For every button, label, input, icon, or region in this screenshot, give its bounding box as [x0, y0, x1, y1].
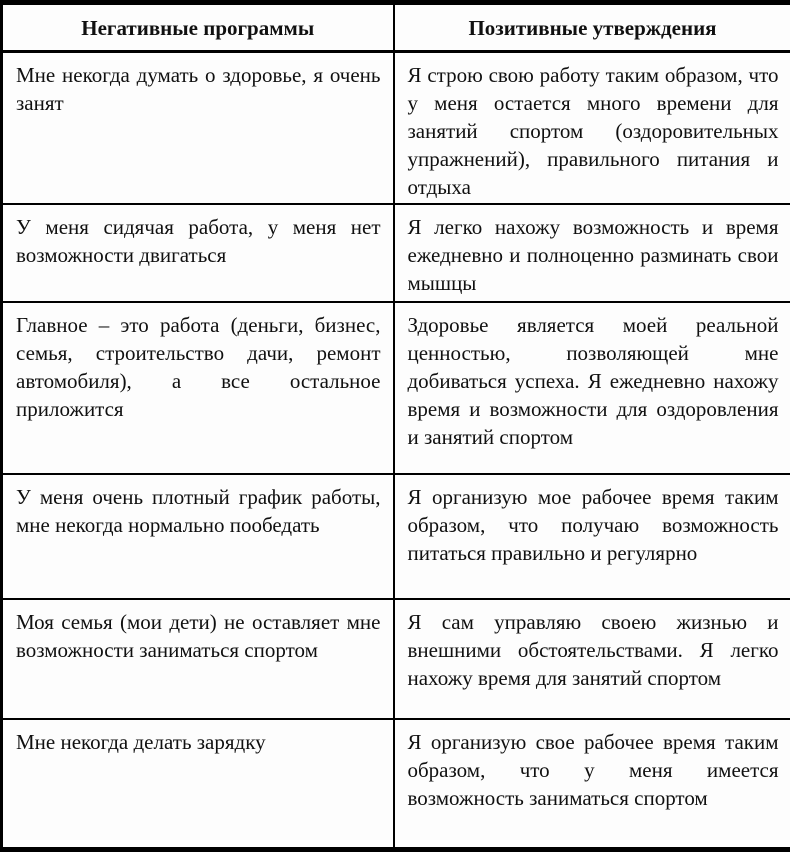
table-row [2, 474, 790, 599]
cell-positive-affirmation: Здоровье является моей реальной ценностью, позволяющей мне добиваться успеха. Я ежедневно нахожу время и возможности для оздоровления и занятий спортом [394, 302, 790, 474]
cell-negative-program: У меня сидячая работа, у меня нет возможности двигаться [2, 204, 394, 302]
cell-negative-program: Главное – это работа (деньги, бизнес, семья, строительство дачи, ремонт автомобиля), а все остальное приложится [2, 302, 394, 474]
cell-negative-program: У меня очень плотный график работы, мне некогда нормально пообедать [2, 474, 394, 599]
table-header-row [2, 3, 790, 52]
table-row [2, 302, 790, 474]
cell-negative-program: Мне некогда делать зарядку [2, 719, 394, 850]
cell-positive-affirmation: Я сам управляю своею жизнью и внешними обстоятельствами. Я легко нахожу время для занятий спортом [394, 599, 790, 719]
column-header-positive: Позитивные утверждения [394, 3, 790, 52]
cell-negative-program: Моя семья (мои дети) не оставляет мне возможности заниматься спортом [2, 599, 394, 719]
cell-positive-affirmation: Я строю свою работу таким образом, что у меня остается много времени для занятий спортом (оздоровительных упражнений), правильного питания и отдыха [394, 52, 790, 205]
column-header-negative: Негативные программы [2, 3, 394, 52]
table-row [2, 719, 790, 850]
table-row [2, 599, 790, 719]
cell-positive-affirmation: Я легко нахожу возможность и время ежедневно и полноценно разминать свои мышцы [394, 204, 790, 302]
table-row [2, 52, 790, 205]
cell-positive-affirmation: Я организую мое рабочее время таким образом, что получаю возможность питаться правильно и регулярно [394, 474, 790, 599]
cell-positive-affirmation: Я организую свое рабочее время таким образом, что у меня имеется возможность заниматься спортом [394, 719, 790, 850]
table-row [2, 204, 790, 302]
cell-negative-program: Мне некогда думать о здоровье, я очень занят [2, 52, 394, 205]
